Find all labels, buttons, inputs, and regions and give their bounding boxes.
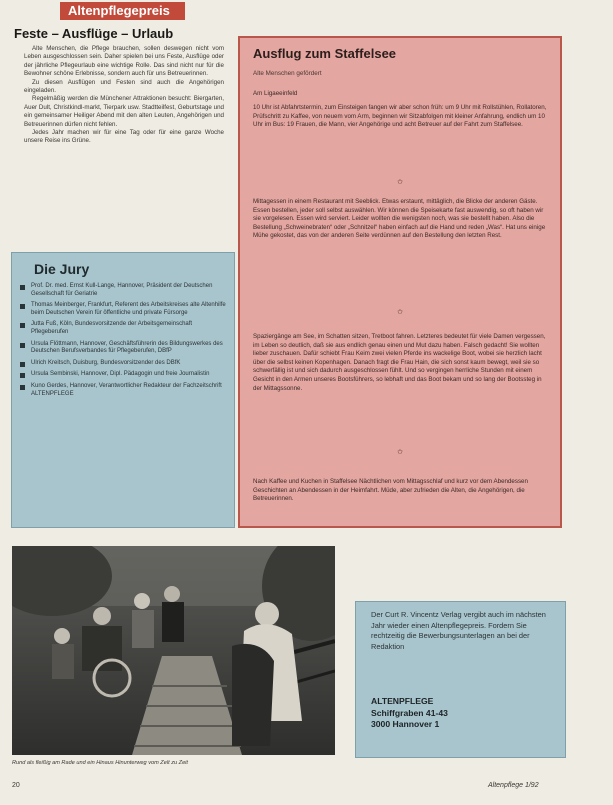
article-title: Feste – Ausflüge – Urlaub xyxy=(14,26,174,41)
jury-member xyxy=(20,321,228,336)
excursion-section-4: Nach Kaffee und Kuchen in Staffelsee Nächtlichen vom Mittagsschlaf und kurz vor dem Abendessen Geschichten an Abendessen in der Heimfahrt. Müde, aber zufrieden die Alten, die Angehörigen, die Betreuerinnen. xyxy=(253,478,528,503)
address-line: ALTENPFLEGE xyxy=(371,696,434,706)
article-paragraph: Jedes Jahr machen wir für eine Tag oder für eine ganze Woche unsere Reise ins Grüne. xyxy=(24,129,224,145)
jury-member-text: Ursula Flöttmann, Hannover, Geschäftsführerin des Bildungswerkes des Deutschen Berufsverbandes für Pflegeberufen, DBfP xyxy=(31,340,223,355)
bullet-icon xyxy=(20,304,25,309)
excursion-section-2: Mittagessen in einem Restaurant mit Seeblick. Etwas erstaunt, mittäglich, die Blicke der anderen Gäste. Essen bestellen, jeder soll selbst auswählen. Wir können die Speisekarte fast auswendig, so oft haben wir sie vorgelesen. Essen wird serviert. Leider wollten die wenigsten noch, was sie bestellt haben. Also die Bestellung „Schweinebraten“ oder „Schnitzel“ haben einfach auf die Hand und reden „Was“. Hat uns einige Mühe gekostet, das von der anderen Seite verdünnen auf den Bestellung den letzten Rest. xyxy=(253,198,546,240)
jury-member-text: Thomas Meinberger, Frankfurt, Referent des Arbeitskreises alte Altenhilfe beim Deutschen Verein für öffentliche und private Fürsorge xyxy=(31,302,226,316)
jury-member xyxy=(20,283,228,298)
excursion-section-3: Spaziergänge am See, im Schatten sitzen, Tretboot fahren. Letzteres bedeutet für viele Damen vergessen, im Leben so deutlich, daß sie aus endlich genau einen und Mut dazu haben. Falsch gedacht! Sie wollten lieber zuschauen. Dafür schiebt Frau Keim zwei vielen Pferde ins wackelige Boot, wobei sie herzlich lacht über die selbst keinen Kopenhagen. Danach fragt die Frau Hain, die sich sonst kaum bewegt, weil sie so schwerfällig ist und sich dadurch ausgeschlossen fühlt. Und so vergingen herrliche Stunden mit einem Gesicht in den Armen unseres Bootsführers, so lebhaft und das Boot bekam und so lang der Bootssteg in der Mittagssonne. xyxy=(253,333,546,392)
excursion-subtitle: Alte Menschen gefördert xyxy=(253,70,322,77)
photo-caption: Rund als fleißig am Rade und ein Hinaus Hinunterweg vom Zelt zu Zeit xyxy=(12,760,188,766)
star-divider-icon: ✩ xyxy=(397,309,403,316)
bullet-icon xyxy=(20,323,25,328)
jury-member xyxy=(20,360,228,368)
address-line: 3000 Hannover 1 xyxy=(371,719,440,729)
jury-member-text: Ulrich Kreitsch, Duisburg, Bundesvorsitzender des DBfK xyxy=(31,359,181,366)
bullet-icon xyxy=(20,385,25,390)
article-paragraph: Alte Menschen, die Pflege brauchen, sollen deswegen nicht vom Leben ausgeschlossen sein. Daher spielen bei uns Feste, Ausflüge oder der jährliche Pflegeurlaub eine wichtige Rolle. Das sind nicht nur für die Bewohner schöne Erlebnisse, sondern auch für uns Betreuerinnen. xyxy=(24,45,224,78)
article-paragraph: Zu diesen Ausflügen und Festen sind auch die Angehörigen eingeladen. xyxy=(24,78,224,95)
excursion-box xyxy=(238,36,562,528)
photo-illustration xyxy=(12,546,335,755)
excursion-title: Ausflug zum Staffelsee xyxy=(253,46,397,61)
page-number: 20 xyxy=(12,782,20,789)
jury-member-text: Jutta Fuß, Köln, Bundesvorsitzende der Arbeitsgemeinschaft Pflegeberufen xyxy=(31,321,193,335)
address-line: Schiffgraben 41-43 xyxy=(371,707,448,718)
notice-box xyxy=(355,601,566,758)
jury-member xyxy=(20,371,228,379)
excursion-section-heading: Am Ligaeeinfeld xyxy=(253,90,298,97)
section-tag: Altenpflegepreis xyxy=(60,2,185,20)
jury-member xyxy=(20,302,228,317)
star-divider-icon: ✩ xyxy=(397,449,403,456)
notice-address xyxy=(371,696,448,731)
jury-member xyxy=(20,341,228,356)
article-paragraph: Regelmäßig werden die Münchener Attraktionen besucht: Biergarten, Auer Dult, Christkindl-markt, Tierpark usw. Stadtteilfest, Geburtstage und ein gemeinsamer Heiliger Abend mit den alten Leuten, Angehörigen und Betreuerinnen dürfen nicht fehlen. xyxy=(24,95,224,128)
excursion-photo xyxy=(12,546,335,755)
magazine-name: Altenpflege 1/92 xyxy=(488,782,539,789)
article-body xyxy=(24,45,224,146)
jury-member-text: Kuno Gerdes, Hannover, Verantwortlicher Redakteur der Fachzeitschrift ALTENPFLEGE xyxy=(31,382,222,397)
jury-list xyxy=(20,283,228,402)
jury-title: Die Jury xyxy=(34,261,90,277)
bullet-icon xyxy=(20,343,25,348)
excursion-section-1: 10 Uhr ist Abfahrtstermin, zum Einsteigen fangen wir aber schon früh: um 9 Uhr mit Rollstühlen, Rollatoren, Prüfschritt zu Kaffee, von neuem vom Arm, beginnen wir Sitzabfolgen mit kleiner Anfahrung, endlich um 10 Uhr im Bus: 19 Frauen, die Mann, vier Angehörige und acht Betreuer auf der Fahrt zum Staffelsee. xyxy=(253,104,547,129)
jury-member-text: Prof. Dr. med. Ernst Kull-Lange, Hannover, Präsident der Deutschen Gesellschaft für Geriatrie xyxy=(31,283,213,297)
star-divider-icon: ✩ xyxy=(397,179,403,186)
jury-member xyxy=(20,383,228,398)
notice-text: Der Curt R. Vincentz Verlag vergibt auch im nächsten Jahr wieder einen Altenpflegepreis. Fordern Sie rechtzeitig die Bewerbungsunterlagen an bei der Redaktion xyxy=(371,610,546,651)
bullet-icon xyxy=(20,373,25,378)
jury-box xyxy=(11,252,235,528)
jury-member-text: Ursula Sembinski, Hannover, Dipl. Pädagogin und freie Journalistin xyxy=(31,371,210,378)
bullet-icon xyxy=(20,285,25,290)
bullet-icon xyxy=(20,362,25,367)
